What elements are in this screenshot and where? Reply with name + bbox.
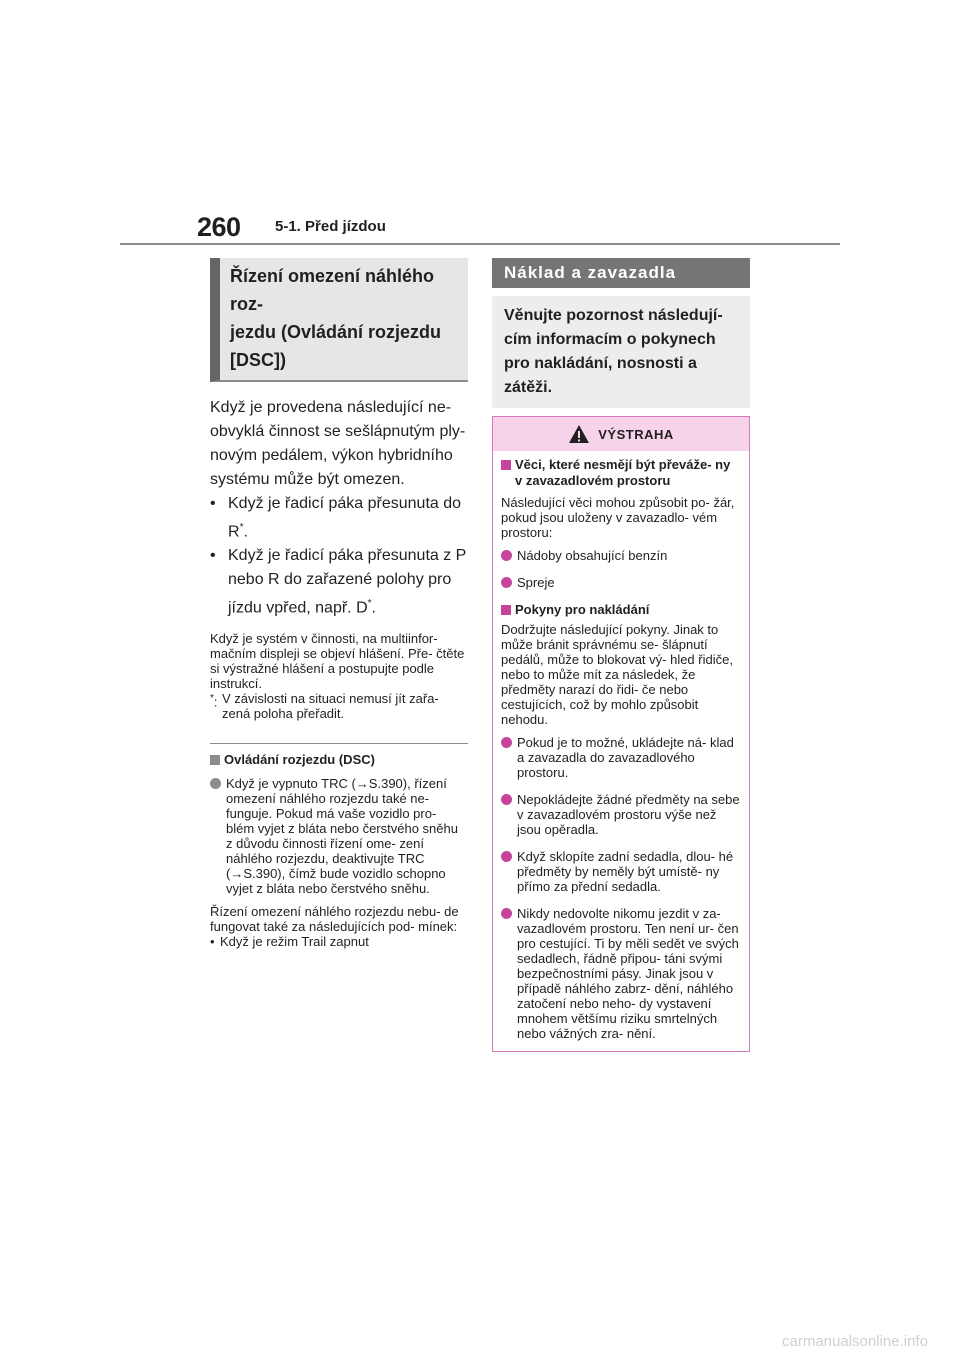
title-line: [DSC]) bbox=[230, 350, 286, 370]
circle-bullet-icon bbox=[501, 908, 512, 919]
warning-body bbox=[493, 451, 749, 1051]
warning-subheading: Pokyny pro nakládání bbox=[501, 602, 741, 618]
bullet-item bbox=[210, 544, 468, 620]
circle-bullet-icon bbox=[210, 778, 221, 789]
paragraph: Řízení omezení náhlého rozjezdu nebu- de fungovat také za následujících pod- mínek: bbox=[210, 903, 459, 934]
footnote-text: V závislosti na situaci nemusí jít zařa- zená poloha přeřadit. bbox=[222, 690, 439, 721]
footnote-ref: * bbox=[367, 598, 372, 610]
circle-bullet-icon bbox=[501, 577, 512, 588]
circle-bullet-icon bbox=[501, 737, 512, 748]
square-bullet-icon bbox=[501, 460, 511, 470]
warning-subheading: Věci, které nesmějí být převáže- ny v zavazadlovém prostoru bbox=[501, 457, 741, 489]
page-number: 260 bbox=[197, 212, 241, 242]
warning-item: Nikdy nedovolte nikomu jezdit v za- vazadlovém prostoru. Ten není ur- čen pro cestující. Ti by měli sedět ve svých sedadlech, řádně připou- táni svými bezpečnostními pásy. Jinak jsou v případě náhlého zabrz- dění, náhlého zatočení nebo neho- dy vystavení mnohem většímu riziku smrtelných nebo vážných zra- nění. bbox=[501, 906, 741, 1041]
bullet-text: Když je řadicí páka přesunuta z P nebo R do zařazené polohy pro jízdu vpřed, např. D bbox=[228, 547, 467, 617]
title-line: jezdu (Ovládání rozjezdu bbox=[230, 322, 442, 342]
square-bullet-icon bbox=[501, 605, 511, 615]
warning-paragraph: Následující věci mohou způsobit po- žár, pokud jsou uloženy v zavazadlo- vém prostoru: bbox=[501, 495, 735, 540]
intro-text: Když je provedena následující ne- obvyklá činnost se sešlápnutým ply- novým pedálem, výkon hybridního systému může být omezen. bbox=[210, 399, 466, 488]
notice-box: Věnujte pozornost následují- cím informacím o pokynech pro nakládání, nosnosti a zátěži. bbox=[492, 296, 750, 408]
section-title: 5-1. Před jízdou bbox=[275, 218, 386, 235]
warning-item: Nepokládejte žádné předměty na sebe v zavazadlovém prostoru výše než jsou opěradla. bbox=[501, 792, 741, 837]
topic-title bbox=[210, 258, 468, 382]
warning-header bbox=[493, 417, 749, 451]
bullet-text: Když je řadicí páka přesunuta do R bbox=[228, 495, 462, 541]
bullet-item bbox=[210, 492, 468, 544]
circle-bullet-icon bbox=[501, 851, 512, 862]
footnote-ref: * bbox=[239, 522, 244, 533]
bullet-tail: . bbox=[243, 523, 248, 541]
paragraph-bullet: • Když je režim Trail zapnut bbox=[210, 934, 468, 949]
warning-box bbox=[492, 416, 750, 1052]
divider bbox=[210, 743, 468, 744]
right-column bbox=[492, 258, 750, 1052]
square-bullet-icon bbox=[210, 755, 220, 765]
note-text: Když je systém v činnosti, na multiinfor- mačním displeji se objeví hlášení. Pře- čtěte si výstražné hlášení a postupujte podle instrukcí. bbox=[210, 630, 465, 691]
sub-heading: Ovládání rozjezdu (DSC) bbox=[210, 752, 468, 768]
circle-bullet-icon bbox=[501, 794, 512, 805]
page-header bbox=[0, 0, 960, 250]
footnote bbox=[210, 691, 468, 721]
circle-bullet-icon bbox=[501, 550, 512, 561]
warning-triangle-icon bbox=[568, 424, 590, 444]
warning-label: VÝSTRAHA bbox=[598, 426, 674, 442]
watermark: carmanualsonline.info bbox=[782, 1333, 928, 1350]
bullet-tail: . bbox=[371, 599, 376, 617]
footnote-mark: * bbox=[210, 692, 214, 704]
warning-item: Pokud je to možné, ukládejte ná- klad a zavazadla do zavazadlového prostoru. bbox=[501, 735, 741, 780]
warning-item: Spreje bbox=[501, 575, 741, 590]
title-line: Řízení omezení náhlého roz- bbox=[230, 266, 435, 314]
left-column bbox=[210, 258, 468, 949]
header-rule bbox=[120, 243, 840, 245]
warning-item: Nádoby obsahující benzín bbox=[501, 548, 741, 563]
list-item: Když je vypnuto TRC (→S.390), řízení omezení náhlého rozjezdu také ne- funguje. Pokud má vaše vozidlo pro- blém vyjet z bláta nebo čerstvého sněhu z důvodu činnosti řízení ome- zení náhlého rozjezdu, deaktivujte TRC (→S.390), čímž bude vozidlo schopno vyjet z bláta nebo čerstvého sněhu. bbox=[210, 776, 468, 896]
warning-paragraph: Dodržujte následující pokyny. Jinak to může bránit správnému se- šlápnutí pedálů, může to blokovat vý- hled řidiče, nebo to může mít za následek, že předměty narazí do řidi- če nebo cestujících, což by mohlo způsobit nehodu. bbox=[501, 622, 733, 727]
warning-item: Když sklopíte zadní sedadla, dlou- hé předměty by neměly být umístě- ny přímo za přední sedadla. bbox=[501, 849, 741, 894]
footnote-separator: : bbox=[213, 693, 218, 709]
section-banner: Náklad a zavazadla bbox=[492, 258, 750, 288]
